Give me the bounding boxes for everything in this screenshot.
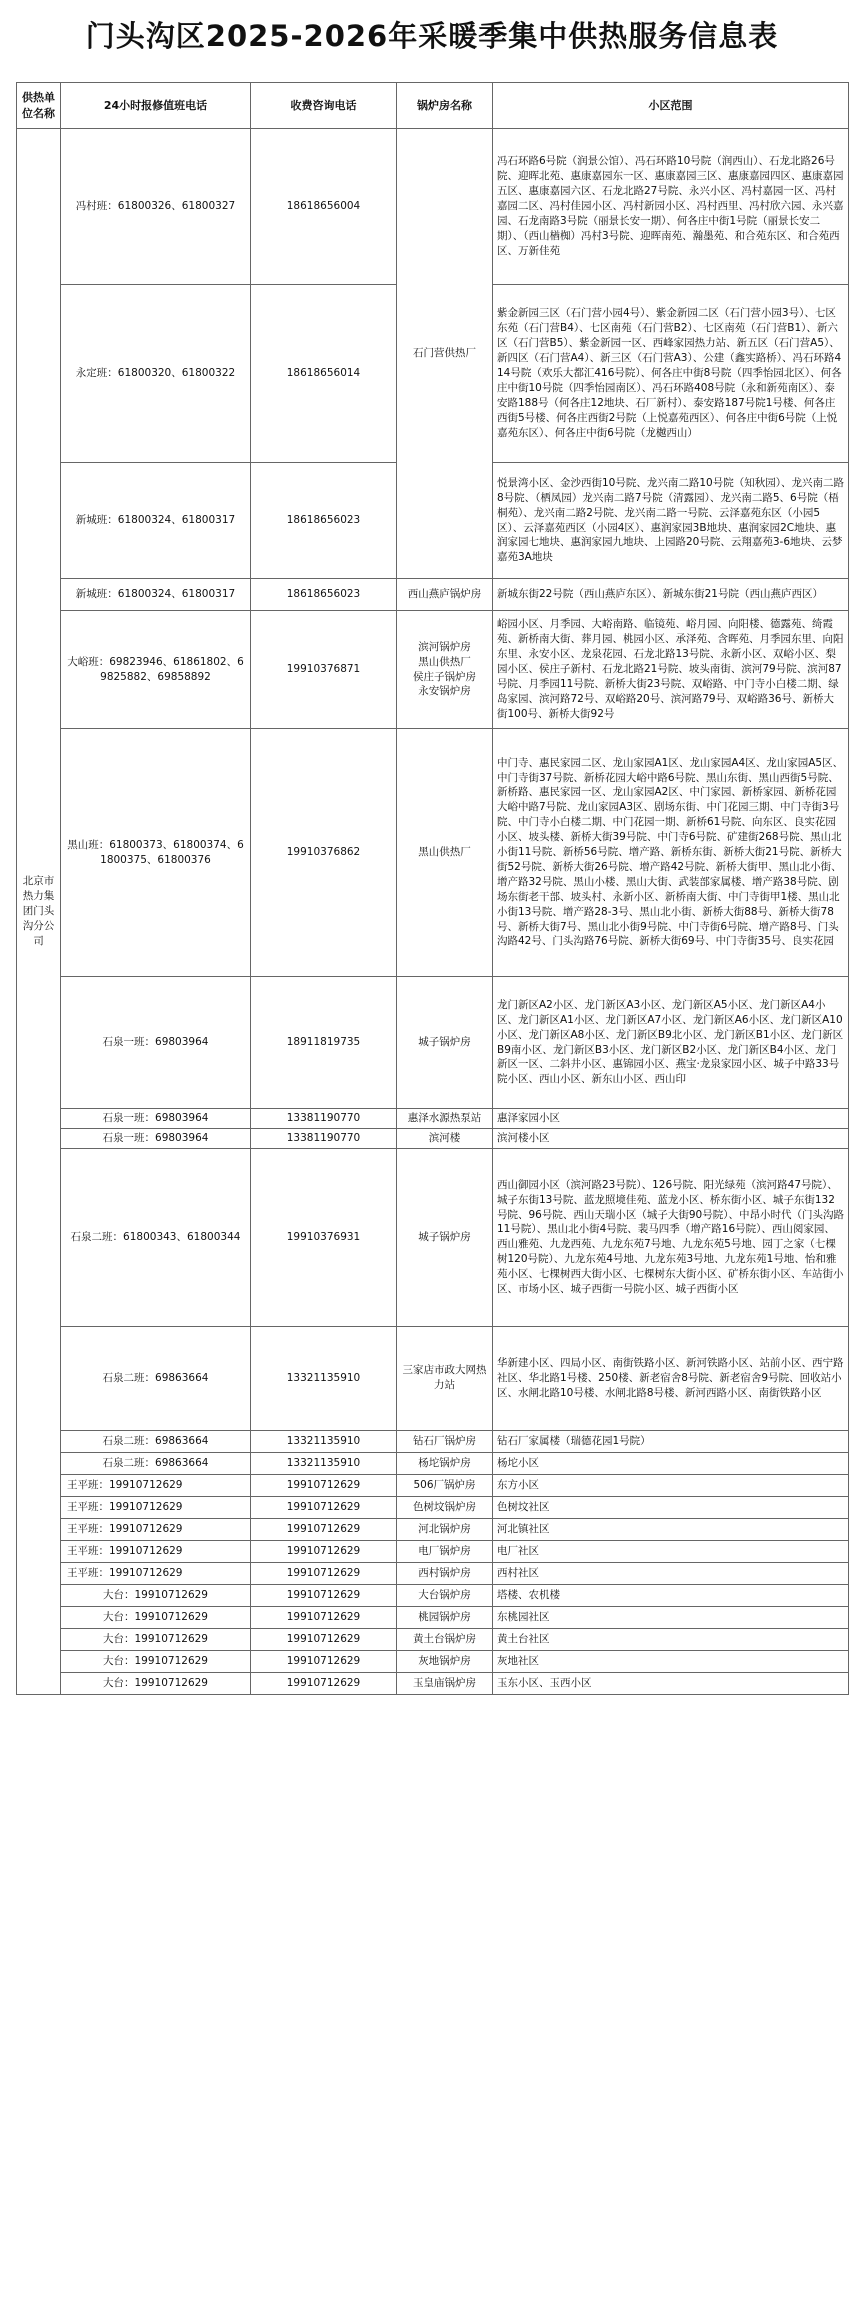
boiler-name: 灰地锅炉房	[397, 1650, 493, 1672]
repair-phone: 王平班：19910712629	[61, 1562, 251, 1584]
repair-phone: 石泉一班：69803964	[61, 1128, 251, 1148]
table-row	[17, 1672, 849, 1694]
header-company: 供热单位名称	[17, 83, 61, 129]
repair-phone: 大台：19910712629	[61, 1584, 251, 1606]
table-row	[17, 1430, 849, 1452]
area: 东桃园社区	[493, 1606, 849, 1628]
fee-phone: 19910712629	[251, 1562, 397, 1584]
table-row	[17, 129, 849, 285]
repair-phone: 大台：19910712629	[61, 1672, 251, 1694]
header-area: 小区范围	[493, 83, 849, 129]
table-row	[17, 977, 849, 1109]
area: 龙门新区A2小区、龙门新区A3小区、龙门新区A5小区、龙门新区A4小区、龙门新区A1小区、龙门新区A7小区、龙门新区A6小区、龙门新区A10小区、龙门新区A8小区、龙门新区B9北小区、龙门新区B1小区、龙门新区B9南小区、龙门新区B3小区、龙门新区B2小区、龙门新区B4小区、龙门新区一区、二斜井小区、惠锦园小区、燕宝·龙泉家园小区、城子中路33号院小区、西山小区、新东山小区、西山印	[493, 977, 849, 1109]
fee-phone: 19910712629	[251, 1650, 397, 1672]
table-body	[17, 129, 849, 1695]
repair-phone: 石泉二班：69863664	[61, 1452, 251, 1474]
area: 黄土台社区	[493, 1628, 849, 1650]
fee-phone: 13381190770	[251, 1128, 397, 1148]
area: 钻石厂家属楼（瑞德花园1号院）	[493, 1430, 849, 1452]
repair-phone: 大峪班：69823946、61861802、69825882、69858892	[61, 611, 251, 729]
header-fee-phone: 收费咨询电话	[251, 83, 397, 129]
area: 玉东小区、玉西小区	[493, 1672, 849, 1694]
table-row	[17, 1326, 849, 1430]
boiler-name: 石门营供热厂	[397, 129, 493, 579]
heating-info-table	[16, 82, 849, 1695]
company-name: 北京市热力集团门头沟分公司	[17, 129, 61, 1695]
boiler-name: 色树坟锅炉房	[397, 1496, 493, 1518]
repair-phone: 石泉一班：69803964	[61, 977, 251, 1109]
table-row	[17, 1474, 849, 1496]
table-row	[17, 579, 849, 611]
table-row	[17, 1540, 849, 1562]
repair-phone: 大台：19910712629	[61, 1628, 251, 1650]
area: 东方小区	[493, 1474, 849, 1496]
table-row	[17, 1128, 849, 1148]
fee-phone: 19910712629	[251, 1628, 397, 1650]
boiler-name: 黄土台锅炉房	[397, 1628, 493, 1650]
boiler-name: 黑山供热厂	[397, 729, 493, 977]
fee-phone: 13321135910	[251, 1452, 397, 1474]
area: 冯石环路6号院（润景公馆）、冯石环路10号院（润西山）、石龙北路26号院、迎晖北苑、惠康嘉园东一区、惠康嘉园三区、惠康嘉园四区、惠康嘉园五区、惠康嘉园六区、石龙北路27号院、永兴小区、冯村嘉园一区、冯村嘉园二区、冯村佳园小区、冯村新园小区、冯村西里、冯村欣六园、永兴嘉园、石龙南路3号院（丽景长安一期）、何各庄中街1号院（丽景长安二期）、（西山楢椥）冯村3号院、迎晖南苑、瀚墨苑、和合苑东区、和合苑西区、万新佳苑	[493, 129, 849, 285]
fee-phone: 13321135910	[251, 1430, 397, 1452]
area: 中门寺、惠民家园二区、龙山家园A1区、龙山家园A4区、龙山家园A5区、中门寺街37号院、新桥花园大峪中路6号院、黑山东街、黑山西街5号院、新桥路、惠民家园一区、龙山家园A2区、中门家园、新桥家园、新桥花园大峪中路7号院、龙山家园A3区、剧场东街、中门花园三期、中门寺街3号院、中门寺小白楼二期、中门花园一期、新桥61号院、向东区、良实花园小区、坡头楼、新桥大街39号院、中门寺6号院、矿建街268号院、黑山北小街11号院、新桥56号院、增产路、新桥东街、新桥大街21号院、新桥大街52号院、新桥大街26号院、增产路42号院、新桥大街甲、黑山北小街、增产路32号院、黑山小楼、黑山大街、武装部家属楼、增产路38号院、剧场东街老干部、坡头村、永新小区、新桥南大街、中门寺街甲1楼、黑山北小街13号院、增产路28-3号、黑山北小街、新桥大街88号、新桥大街78号、新桥大街7号、黑山北小街9号院、中门寺街6号院、增产路8号、门头沟路42号、门头沟路76号院、新桥大街69号、中门寺街35号、良实花园	[493, 729, 849, 977]
area: 华新建小区、四局小区、南街铁路小区、新河铁路小区、站前小区、西宁路社区、华北路1号楼、250楼、新老宿舍8号院、新老宿舍9号院、回收站小区、水闸北路10号楼、水闸北路8号楼、新河西路小区、南街铁路小区	[493, 1326, 849, 1430]
table-row	[17, 1584, 849, 1606]
fee-phone: 18911819735	[251, 977, 397, 1109]
fee-phone: 19910712629	[251, 1496, 397, 1518]
boiler-name: 滨河锅炉房 黑山供热厂 侯庄子锅炉房 永安锅炉房	[397, 611, 493, 729]
repair-phone: 永定班：61800320、61800322	[61, 285, 251, 463]
repair-phone: 王平班：19910712629	[61, 1518, 251, 1540]
repair-phone: 新城班：61800324、61800317	[61, 579, 251, 611]
fee-phone: 13381190770	[251, 1109, 397, 1129]
table-row	[17, 1606, 849, 1628]
fee-phone: 19910712629	[251, 1518, 397, 1540]
fee-phone: 19910376862	[251, 729, 397, 977]
repair-phone: 石泉二班：69863664	[61, 1430, 251, 1452]
fee-phone: 18618656014	[251, 285, 397, 463]
repair-phone: 石泉二班：61800343、61800344	[61, 1148, 251, 1326]
table-row	[17, 1650, 849, 1672]
boiler-name: 三家店市政大网热力站	[397, 1326, 493, 1430]
fee-phone: 19910712629	[251, 1672, 397, 1694]
area: 紫金新园三区（石门营小园4号）、紫金新园二区（石门营小园3号）、七区东苑（石门营B4）、七区南苑（石门营B2）、七区南苑（石门营B1）、新六区（石门营B5）、紫金新园一区、西峰家园热力站、新五区（石门营A5）、新四区（石门营A4）、新三区（石门营A3）、公建（鑫实路桥）、冯石环路414号院（欢乐大都汇416号院）、何各庄中街8号院（四季怡园北区）、何各庄中街10号院（四季怡园南区）、冯石环路408号院（永和新苑南区）、泰安路188号（何各庄12地块、石厂新村）、泰安路187号院1号楼、何各庄西街5号楼、何各庄西街2号院（上悦嘉苑西区）、何各庄中街6号院（上悦嘉苑东区）、何各庄中街6号院（龙樾西山）	[493, 285, 849, 463]
area: 西山御园小区（滨河路23号院）、126号院、阳光绿苑（滨河路47号院）、城子东街13号院、蓝龙照境佳苑、蓝龙小区、桥东街小区、城子东街132号院、96号院、西山天瑞小区（城子大街90号院）、中昂小时代（门头沟路11号院）、黑山北小街4号院、裴马四季（增产路16号院）、西山阅家园、西山雅苑、九龙西苑、九龙东苑7号地、九龙东苑5号地、园丁之家（七棵树120号院）、九龙东苑4号地、九龙东苑3号地、九龙东苑1号地、怡和雅苑小区、七棵树西大街小区、七棵树东大街小区、矿桥东街小区、车站街小区、市场小区、城子西街一号院小区、城子西街小区	[493, 1148, 849, 1326]
boiler-name: 玉皇庙锅炉房	[397, 1672, 493, 1694]
fee-phone: 18618656023	[251, 463, 397, 579]
fee-phone: 19910712629	[251, 1584, 397, 1606]
area: 灰地社区	[493, 1650, 849, 1672]
area: 峪园小区、月季园、大峪南路、临镜苑、峪月园、向阳楼、德露苑、绮霞苑、新桥南大街、葬月园、桃园小区、承泽苑、含晖苑、月季园东里、向阳东里、永安小区、龙泉花园、石龙北路13号院、永新小区、双峪小区、梨园小区、侯庄子新村、石龙北路21号院、坡头南街、滨河79号院、滨河87号院、月季园11号院、新桥大街23号院、双峪路、中门寺小白楼二期、绿岛家园、滨河路72号、双峪路20号、滨河路79号、双峪路36号、新桥大街100号、新桥大街92号	[493, 611, 849, 729]
repair-phone: 王平班：19910712629	[61, 1540, 251, 1562]
area: 惠泽家园小区	[493, 1109, 849, 1129]
table-header-row	[17, 83, 849, 129]
table-row	[17, 1562, 849, 1584]
page-title: 门头沟区2025-2026年采暖季集中供热服务信息表	[85, 19, 779, 53]
table-row	[17, 1496, 849, 1518]
fee-phone: 19910712629	[251, 1474, 397, 1496]
fee-phone: 19910712629	[251, 1540, 397, 1562]
fee-phone: 19910376871	[251, 611, 397, 729]
boiler-name: 电厂锅炉房	[397, 1540, 493, 1562]
boiler-name: 城子锅炉房	[397, 977, 493, 1109]
boiler-name: 杨坨锅炉房	[397, 1452, 493, 1474]
area: 西村社区	[493, 1562, 849, 1584]
table-row	[17, 611, 849, 729]
area: 河北镇社区	[493, 1518, 849, 1540]
repair-phone: 冯村班：61800326、61800327	[61, 129, 251, 285]
repair-phone: 王平班：19910712629	[61, 1474, 251, 1496]
boiler-name: 西村锅炉房	[397, 1562, 493, 1584]
boiler-name: 城子锅炉房	[397, 1148, 493, 1326]
repair-phone: 王平班：19910712629	[61, 1496, 251, 1518]
table-row	[17, 1452, 849, 1474]
repair-phone: 新城班：61800324、61800317	[61, 463, 251, 579]
repair-phone: 黑山班：61800373、61800374、61800375、61800376	[61, 729, 251, 977]
boiler-name: 惠泽水源热泵站	[397, 1109, 493, 1129]
area: 色树坟社区	[493, 1496, 849, 1518]
repair-phone: 石泉一班：69803964	[61, 1109, 251, 1129]
boiler-name: 河北锅炉房	[397, 1518, 493, 1540]
boiler-name: 钻石厂锅炉房	[397, 1430, 493, 1452]
area: 滨河楼小区	[493, 1128, 849, 1148]
area: 杨坨小区	[493, 1452, 849, 1474]
table-row	[17, 1518, 849, 1540]
table-row	[17, 1628, 849, 1650]
fee-phone: 19910376931	[251, 1148, 397, 1326]
area: 悦景湾小区、金沙西街10号院、龙兴南二路10号院（知秋园）、龙兴南二路8号院、（栖凤园）龙兴南二路7号院（清露园）、龙兴南二路5、6号院（梧桐苑）、龙兴南二路2号院、龙兴南二路一号院、云泽嘉苑东区（小园5区）、云泽嘉苑西区（小园4区）、惠润家园3B地块、惠润家园2C地块、惠润家园七地块、惠润家园九地块、上园路20号院、云翔嘉苑3-6地块、云梦嘉苑3A地块	[493, 463, 849, 579]
table-row	[17, 729, 849, 977]
boiler-name: 滨河楼	[397, 1128, 493, 1148]
boiler-name: 桃园锅炉房	[397, 1606, 493, 1628]
repair-phone: 大台：19910712629	[61, 1650, 251, 1672]
table-row	[17, 1148, 849, 1326]
repair-phone: 大台：19910712629	[61, 1606, 251, 1628]
header-repair-phone: 24小时报修值班电话	[61, 83, 251, 129]
boiler-name: 大台锅炉房	[397, 1584, 493, 1606]
fee-phone: 18618656023	[251, 579, 397, 611]
repair-phone: 石泉二班：69863664	[61, 1326, 251, 1430]
boiler-name: 西山燕庐锅炉房	[397, 579, 493, 611]
fee-phone: 13321135910	[251, 1326, 397, 1430]
table-row	[17, 1109, 849, 1129]
fee-phone: 18618656004	[251, 129, 397, 285]
area: 新城东街22号院（西山燕庐东区）、新城东街21号院（西山燕庐西区）	[493, 579, 849, 611]
fee-phone: 19910712629	[251, 1606, 397, 1628]
header-boiler: 锅炉房名称	[397, 83, 493, 129]
area: 电厂社区	[493, 1540, 849, 1562]
area: 塔楼、农机楼	[493, 1584, 849, 1606]
boiler-name: 506厂锅炉房	[397, 1474, 493, 1496]
